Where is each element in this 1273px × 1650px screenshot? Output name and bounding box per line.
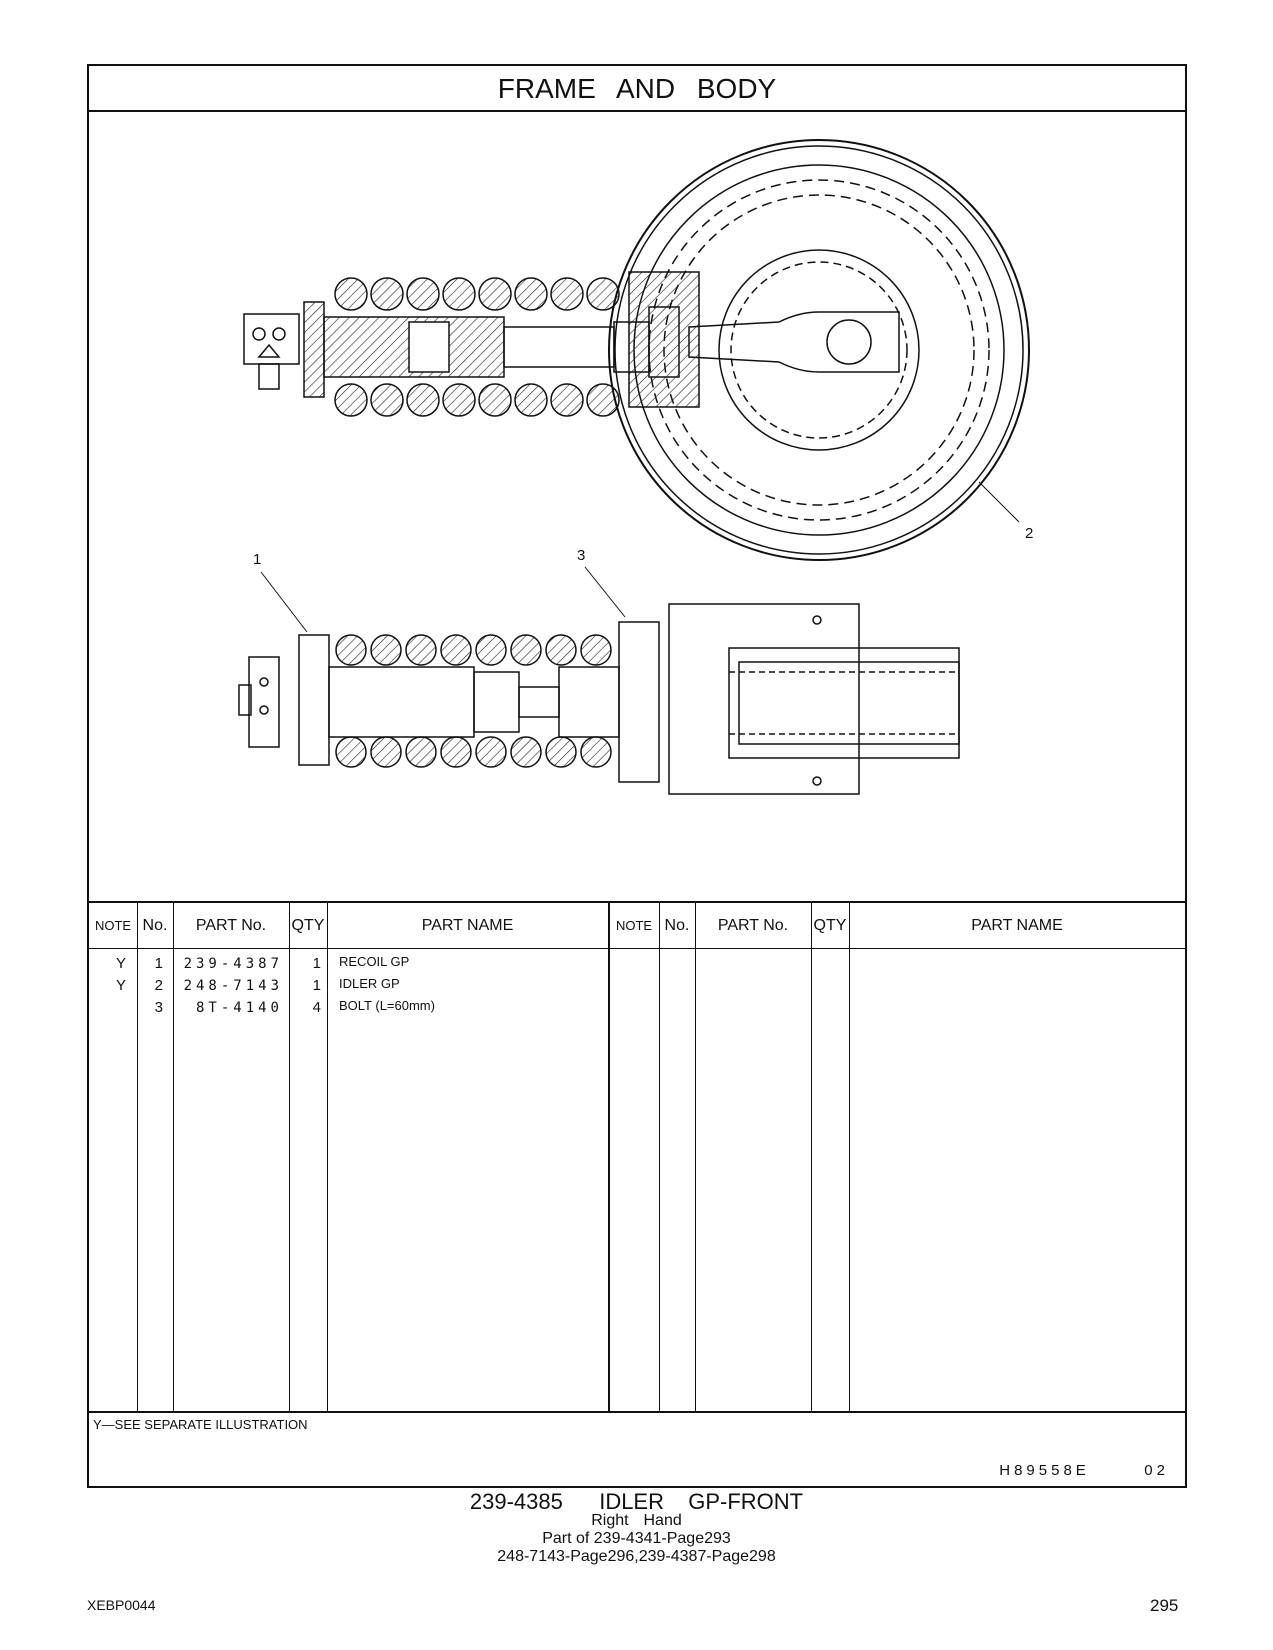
lower-spring-top <box>336 635 611 665</box>
header-qty: QTY <box>291 917 325 934</box>
header-part-no-right: PART No. <box>717 917 789 934</box>
page-title: FRAME AND BODY <box>89 66 1185 112</box>
exploded-illustration <box>89 112 1185 901</box>
group-page-refs: 248-7143-Page296,239-4387-Page298 <box>497 1548 776 1565</box>
header-no: No. <box>142 917 168 934</box>
callout-2: 2 <box>1025 525 1034 542</box>
callout-1: 1 <box>253 551 262 568</box>
page-number: 295 <box>1150 1596 1179 1615</box>
drawing-number: H89558E 02 <box>999 1462 1169 1479</box>
header-part-name: PART NAME <box>421 917 514 934</box>
header-note: NOTE <box>94 918 132 933</box>
upper-spring-top <box>335 278 619 310</box>
parts-table: NOTE No. PART No. QTY PART NAME NOTE No. PART No. QTY PART NAME Y 1 239-4387 1 RECOIL GP Y 2 248-7143 1 IDLER GP 3 8T-4140 4 BOLT (L=60mm) <box>89 901 1185 1413</box>
group-parent-ref: Part of 239-4341-Page293 <box>542 1530 731 1547</box>
lower-spring-bottom <box>336 737 611 767</box>
header-no-right: No. <box>664 917 690 934</box>
group-title: 239-4385 IDLER GP-FRONT <box>469 1489 804 1514</box>
upper-spring-bottom <box>335 384 619 416</box>
book-code: XEBP0044 <box>87 1597 156 1613</box>
header-note-right: NOTE <box>615 918 653 933</box>
header-part-no: PART No. <box>195 917 267 934</box>
footnote: Y—SEE SEPARATE ILLUSTRATION <box>93 1417 308 1432</box>
group-side: Right Hand <box>591 1512 682 1529</box>
callout-3: 3 <box>577 547 586 564</box>
parts-frame <box>87 64 1187 1488</box>
header-part-name-right: PART NAME <box>971 917 1063 934</box>
header-qty-right: QTY <box>813 917 847 934</box>
